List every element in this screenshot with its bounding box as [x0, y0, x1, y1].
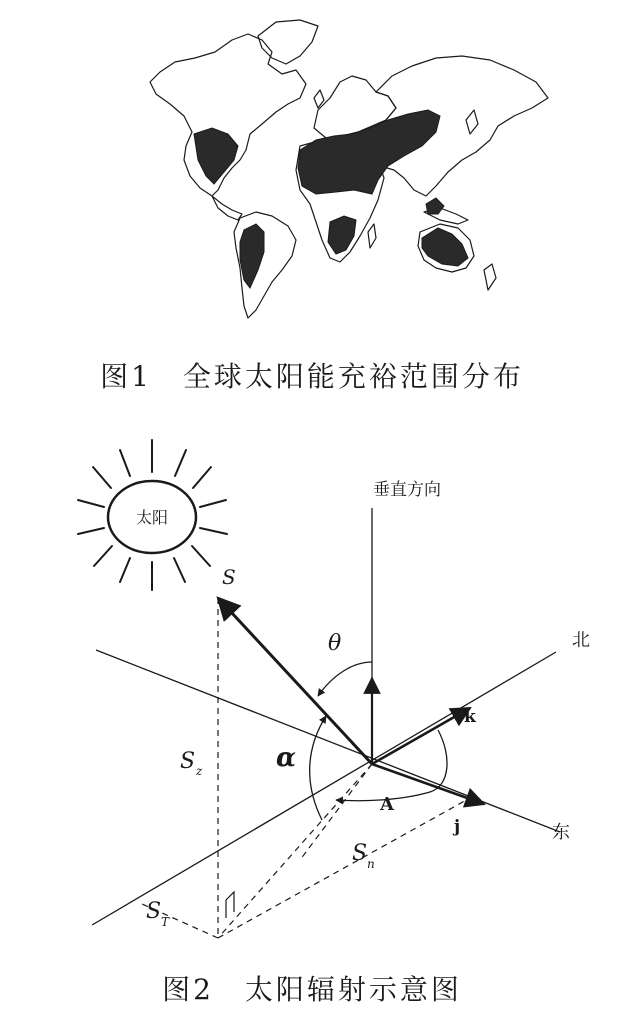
projection-sn-line — [218, 798, 470, 938]
projection-ground-shadow — [218, 764, 372, 938]
sun-vector-s — [218, 598, 372, 764]
plane-line-west-east — [96, 650, 560, 832]
unit-vector-k — [372, 708, 470, 764]
plane-line-south-north — [92, 652, 556, 925]
alpha-label: α — [276, 743, 297, 773]
figure2-caption: 图2 太阳辐射示意图 — [162, 973, 462, 1006]
sun-label: 太阳 — [135, 508, 169, 527]
alpha-arc — [310, 716, 326, 820]
j-vector-label: j — [454, 817, 461, 837]
right-angle-mark — [226, 892, 234, 918]
st-label — [146, 899, 170, 929]
svg-text:z: z — [196, 764, 203, 778]
east-label: 东 — [552, 822, 570, 843]
sz-label — [180, 749, 203, 778]
azimuth-a-label: A — [380, 794, 394, 815]
vertical-direction-label: 垂直方向 — [373, 480, 441, 500]
svg-text:S: S — [146, 899, 162, 924]
svg-text:n: n — [367, 857, 375, 871]
s-vector-label: S — [222, 565, 236, 589]
theta-label: θ — [328, 631, 342, 656]
k-vector-label: k — [464, 707, 476, 727]
figure1-caption: 图1 全球太阳能充裕范围分布 — [100, 360, 524, 393]
sn-label — [352, 841, 375, 871]
svg-text:S: S — [352, 841, 368, 866]
svg-text:S: S — [180, 749, 196, 774]
north-label: 北 — [572, 630, 590, 651]
svg-text:T: T — [161, 915, 170, 929]
theta-arc — [318, 662, 372, 696]
sun-icon — [78, 440, 227, 590]
